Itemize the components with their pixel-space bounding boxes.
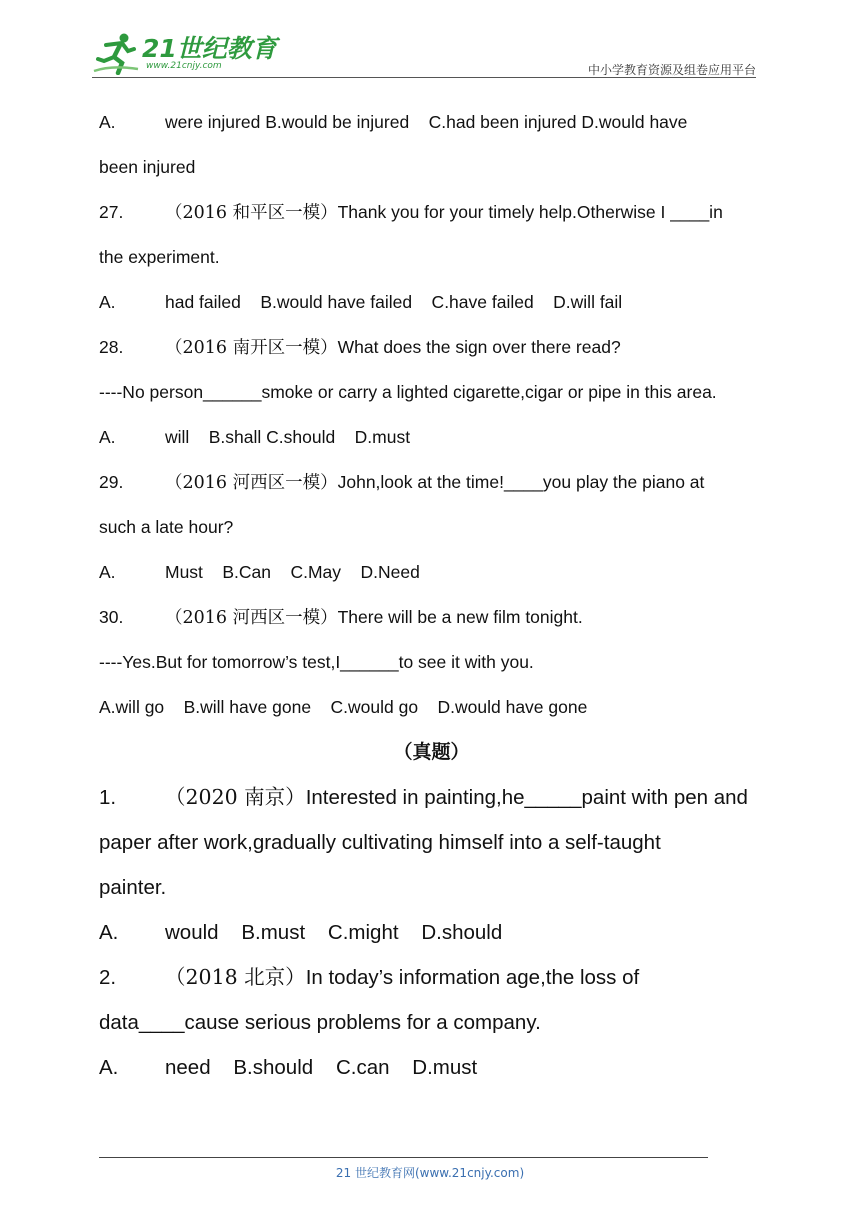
option-line: A.will go B.will have gone C.would go D.would have gone <box>99 697 588 717</box>
header-divider <box>92 77 756 78</box>
text-line: ----No person______smoke or carry a lighted cigarette,cigar or pipe in this area. <box>99 382 717 402</box>
logo-wordmark: 21世纪教育 <box>142 33 277 63</box>
question-2: 2. （2018 北京）In today’s information age,the loss of <box>99 965 640 989</box>
option-line: A. were injured B.would be injured C.had been injured D.would have <box>99 112 688 132</box>
question-30: 30. （2016 河西区一模）There will be a new film tonight. <box>99 607 583 628</box>
text-line: such a late hour? <box>99 517 234 537</box>
header-platform-name: 中小学教育资源及组卷应用平台 <box>587 63 756 77</box>
text-line: painter. <box>99 876 167 899</box>
text-line: been injured <box>99 157 196 177</box>
site-logo <box>92 30 277 76</box>
option-line: A. Must B.Can C.May D.Need <box>99 562 420 582</box>
question-27: 27. （2016 和平区一模）Thank you for your timely help.Otherwise I ____in <box>99 202 723 223</box>
question-content <box>99 100 764 1090</box>
question-28: 28. （2016 南开区一模）What does the sign over there read? <box>99 337 621 358</box>
text-line: ----Yes.But for tomorrow’s test,I______to see it with you. <box>99 652 534 672</box>
section-title: （真题） <box>393 741 470 763</box>
text-line: the experiment. <box>99 247 220 267</box>
text-line: data____cause serious problems for a company. <box>99 1011 541 1034</box>
page-header <box>92 30 756 78</box>
logo-url: www.21cnjy.com <box>146 60 222 71</box>
runner-logo-icon <box>92 31 140 75</box>
option-line: A. need B.should C.can D.must <box>99 1056 478 1079</box>
footer-divider <box>99 1157 708 1158</box>
footer-link[interactable]: 21 世纪教育网(www.21cnjy.com) <box>335 1166 525 1180</box>
text-line: paper after work,gradually cultivating himself into a self-taught <box>99 831 661 854</box>
question-29: 29. （2016 河西区一模）John,look at the time!____you play the piano at <box>99 472 705 493</box>
option-line: A. would B.must C.might D.should <box>99 921 503 944</box>
option-line: A. had failed B.would have failed C.have failed D.will fail <box>99 292 623 312</box>
question-1: 1. （2020 南京）Interested in painting,he_____paint with pen and <box>99 785 748 809</box>
option-line: A. will B.shall C.should D.must <box>99 427 411 447</box>
